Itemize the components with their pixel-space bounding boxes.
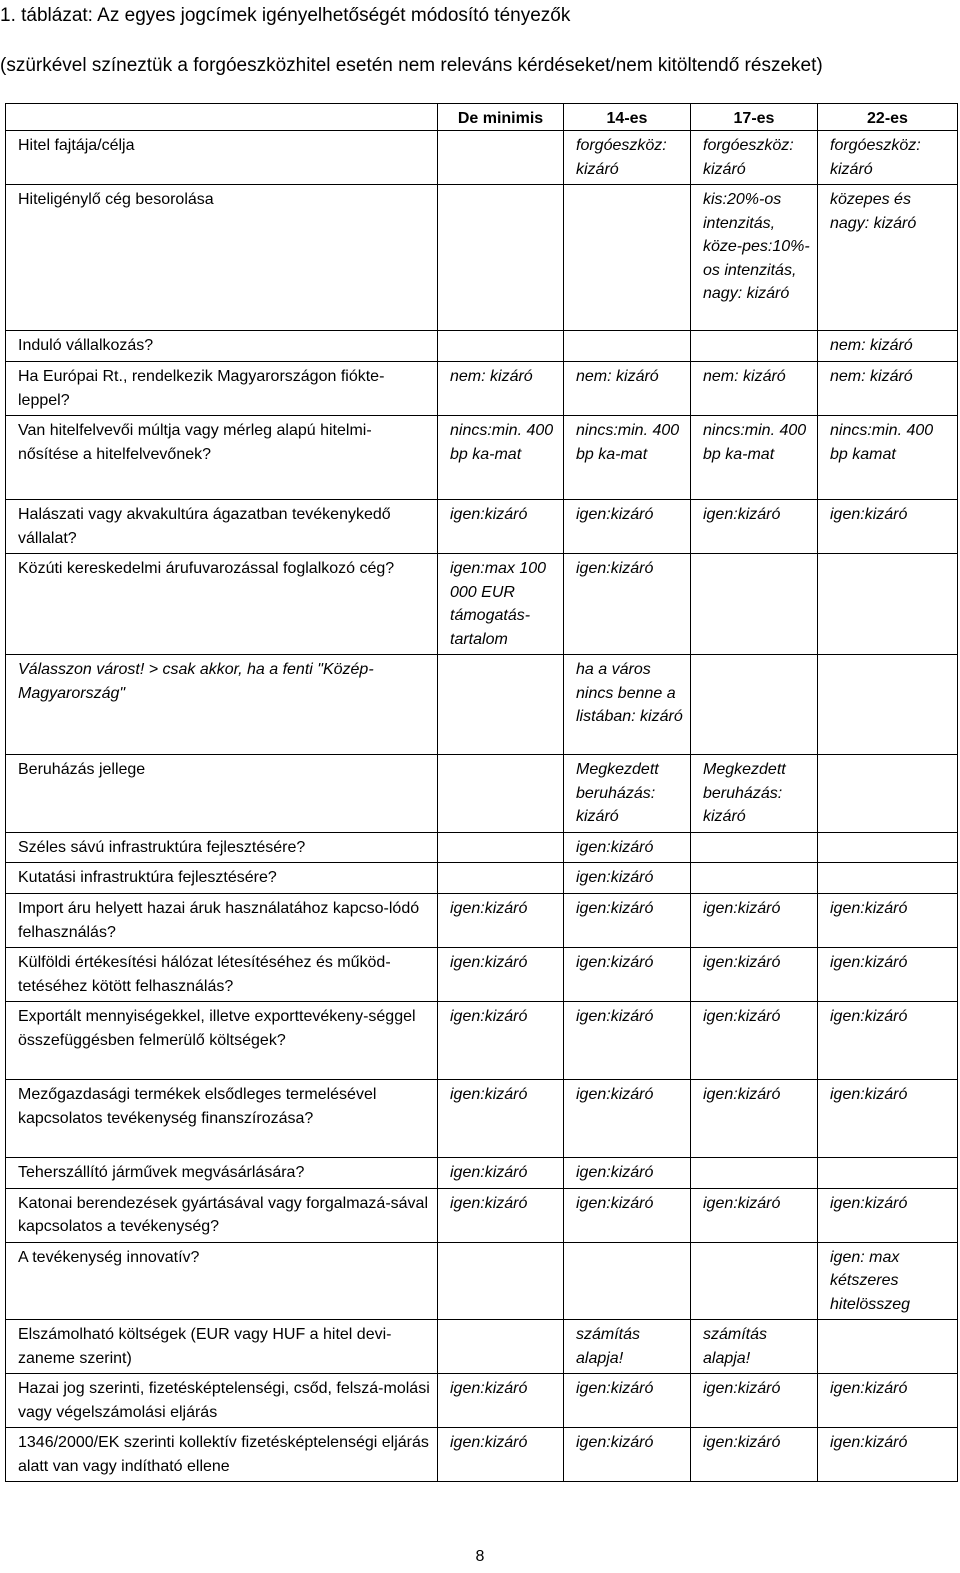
row-question: Kutatási infrastruktúra fejlesztésére? [6,863,438,894]
header-14-es: 14-es [564,104,691,131]
row-cell [564,185,691,331]
row-cell [438,832,564,863]
row-cell: igen:kizáró [564,1428,691,1482]
row-cell [818,1158,958,1189]
table-row [6,655,958,755]
row-cell [438,331,564,362]
row-cell [438,655,564,755]
row-question: Hiteligénylő cég besorolása [6,185,438,331]
row-cell: igen:kizáró [691,1428,818,1482]
row-cell: igen:kizáró [564,863,691,894]
row-cell: igen:kizáró [691,1002,818,1080]
row-cell: igen:kizáró [438,1428,564,1482]
row-cell: nem: kizáró [564,362,691,416]
row-cell: igen:kizáró [564,1080,691,1158]
row-cell: igen:kizáró [691,948,818,1002]
row-question: Külföldi értékesítési hálózat létesítéséhez és működ-tetéséhez kötött felhasználás? [6,948,438,1002]
row-cell [691,1242,818,1320]
row-cell: igen:max 100 000 EUR támogatás-tartalom [438,554,564,655]
row-cell: nincs:min. 400 bp ka-mat [691,416,818,500]
table-row [6,832,958,863]
table-note: (szürkével színeztük a forgóeszközhitel esetén nem releváns kérdéseket/nem kitöltendő részeket) [0,55,823,76]
table-header-row [6,104,958,131]
header-22-es: 22-es [818,104,958,131]
row-cell [691,331,818,362]
row-cell: igen:kizáró [818,1428,958,1482]
table-row [6,1320,958,1374]
table-row [6,416,958,500]
table-row [6,1242,958,1320]
row-question: Katonai berendezések gyártásával vagy forgalmazá-sával kapcsolatos a tevékenység? [6,1188,438,1242]
row-cell [438,863,564,894]
row-cell: igen:kizáró [818,1374,958,1428]
row-cell: igen:kizáró [438,948,564,1002]
row-cell: igen:kizáró [438,1080,564,1158]
row-cell: igen:kizáró [691,500,818,554]
row-question: Hitel fajtája/célja [6,131,438,185]
row-question: Ha Európai Rt., rendelkezik Magyarországon fiókte-leppel? [6,362,438,416]
row-cell: igen: max kétszeres hitelösszeg [818,1242,958,1320]
row-question: Induló vállalkozás? [6,331,438,362]
row-question: Közúti kereskedelmi árufuvarozással foglalkozó cég? [6,554,438,655]
table-caption: 1. táblázat: Az egyes jogcímek igényelhetőségét módosító tényezők [0,5,571,26]
row-cell: igen:kizáró [438,1188,564,1242]
row-cell: forgóeszköz: kizáró [691,131,818,185]
row-cell: igen:kizáró [564,894,691,948]
row-cell: igen:kizáró [564,1002,691,1080]
row-cell: kis:20%-os intenzitás, köze-pes:10%-os intenzitás, nagy: kizáró [691,185,818,331]
table-row [6,894,958,948]
row-cell: ha a város nincs benne a listában: kizáró [564,655,691,755]
row-cell: igen:kizáró [564,500,691,554]
row-cell: igen:kizáró [564,1158,691,1189]
row-cell: nem: kizáró [818,362,958,416]
table-row [6,948,958,1002]
row-question: Mezőgazdasági termékek elsődleges termelésével kapcsolatos tevékenység finanszírozása? [6,1080,438,1158]
row-cell: közepes és nagy: kizáró [818,185,958,331]
row-question: Beruházás jellege [6,755,438,833]
eligibility-table [5,103,958,1482]
row-cell [564,331,691,362]
row-cell: számítás alapja! [691,1320,818,1374]
row-cell [691,1158,818,1189]
row-question: Széles sávú infrastruktúra fejlesztésére? [6,832,438,863]
row-cell [438,1320,564,1374]
row-cell [438,131,564,185]
row-cell [691,655,818,755]
row-cell [691,832,818,863]
row-cell [564,1242,691,1320]
row-cell [818,1320,958,1374]
header-17-es: 17-es [691,104,818,131]
row-cell: nem: kizáró [438,362,564,416]
row-question: 1346/2000/EK szerinti kollektív fizetésképtelenségi eljárás alatt van vagy indítható ellene [6,1428,438,1482]
row-cell: Megkezdett beruházás: kizáró [564,755,691,833]
row-cell: igen:kizáró [818,1188,958,1242]
row-cell [818,832,958,863]
row-question: Hazai jog szerinti, fizetésképtelenségi, csőd, felszá-molási vagy végelszámolási eljárás [6,1374,438,1428]
row-cell: forgóeszköz: kizáró [818,131,958,185]
row-question: A tevékenység innovatív? [6,1242,438,1320]
row-cell: igen:kizáró [438,894,564,948]
table-row [6,863,958,894]
row-cell: igen:kizáró [438,1158,564,1189]
header-de-minimis: De minimis [438,104,564,131]
row-cell: igen:kizáró [818,1080,958,1158]
row-cell [438,755,564,833]
row-question: Elszámolható költségek (EUR vagy HUF a hitel devi-zaneme szerint) [6,1320,438,1374]
row-cell: igen:kizáró [691,894,818,948]
row-cell: nincs:min. 400 bp ka-mat [564,416,691,500]
row-cell: igen:kizáró [564,554,691,655]
row-cell: igen:kizáró [818,894,958,948]
row-cell: Megkezdett beruházás: kizáró [691,755,818,833]
row-question: Teherszállító járművek megvásárlására? [6,1158,438,1189]
row-cell: igen:kizáró [818,500,958,554]
row-cell [438,185,564,331]
row-cell: igen:kizáró [438,500,564,554]
row-cell [818,755,958,833]
table-row [6,755,958,833]
table-row [6,362,958,416]
table-row [6,1374,958,1428]
row-cell: nem: kizáró [818,331,958,362]
row-cell: igen:kizáró [818,1002,958,1080]
table-row [6,1188,958,1242]
table-row [6,331,958,362]
table-row [6,1080,958,1158]
row-cell [818,655,958,755]
row-cell: igen:kizáró [564,832,691,863]
row-cell: igen:kizáró [564,948,691,1002]
table-row [6,1158,958,1189]
row-cell [818,863,958,894]
row-cell: forgóeszköz: kizáró [564,131,691,185]
header-cell-empty [6,104,438,131]
row-cell: nincs:min. 400 bp ka-mat [438,416,564,500]
row-cell: igen:kizáró [818,948,958,1002]
table-row [6,1428,958,1482]
table-row [6,131,958,185]
row-cell: nincs:min. 400 bp kamat [818,416,958,500]
row-question: Import áru helyett hazai áruk használatához kapcso-lódó felhasználás? [6,894,438,948]
row-cell [691,863,818,894]
table-row [6,500,958,554]
row-cell: igen:kizáró [691,1374,818,1428]
row-question: Van hitelfelvevői múltja vagy mérleg alapú hitelmi-nősítése a hitelfelvevőnek? [6,416,438,500]
row-cell [438,1242,564,1320]
table-row [6,1002,958,1080]
row-question: Halászati vagy akvakultúra ágazatban tevékenykedő vállalat? [6,500,438,554]
row-cell: igen:kizáró [691,1188,818,1242]
row-question: Exportált mennyiségekkel, illetve exporttevékeny-séggel összefüggésben felmerülő költségek? [6,1002,438,1080]
table-row [6,554,958,655]
row-cell: igen:kizáró [564,1374,691,1428]
row-cell: igen:kizáró [564,1188,691,1242]
page-number: 8 [475,1548,485,1565]
row-cell [818,554,958,655]
row-cell: igen:kizáró [438,1374,564,1428]
row-cell: számítás alapja! [564,1320,691,1374]
row-cell: nem: kizáró [691,362,818,416]
row-cell: igen:kizáró [438,1002,564,1080]
row-cell [691,554,818,655]
row-question: Válasszon várost! > csak akkor, ha a fenti "Közép-Magyarország" [6,655,438,755]
row-cell: igen:kizáró [691,1080,818,1158]
table-row [6,185,958,331]
